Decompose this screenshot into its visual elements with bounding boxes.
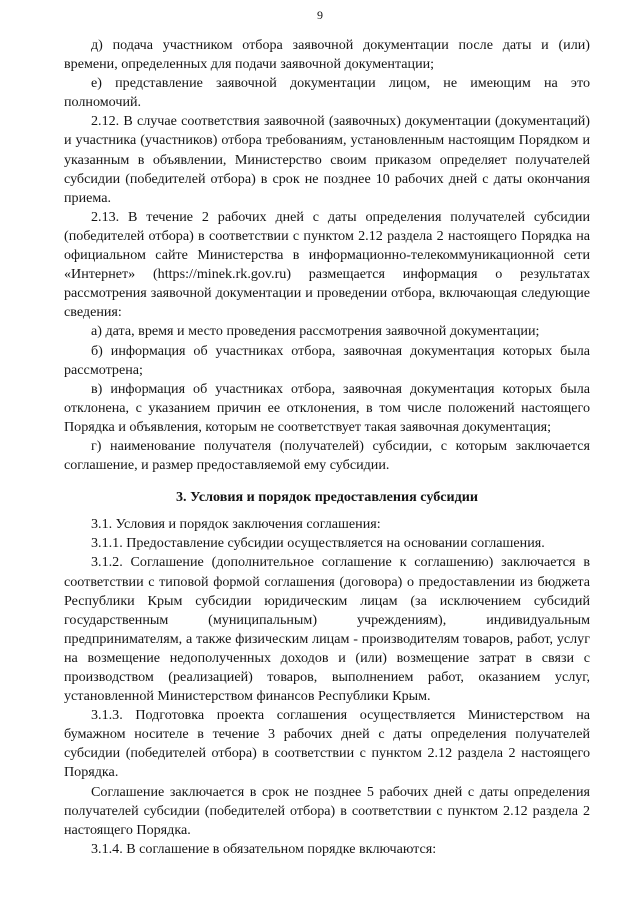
paragraph: а) дата, время и место проведения рассмотрения заявочной документации;	[91, 323, 540, 340]
paragraph: г) наименование получателя (получателей) субсидии, с которым заключается соглашение, и размер предоставляемой ему субсидии.	[64, 437, 590, 474]
page-number: 9	[317, 8, 323, 22]
paragraph: 3.1.1. Предоставление субсидии осуществляется на основании соглашения.	[91, 535, 545, 552]
paragraph: д) подача участником отбора заявочной документации после даты и (или) времени, определенных для подачи заявочной документации;	[64, 37, 590, 73]
paragraph: в) информация об участниках отбора, заявочная документация которых была отклонена, с указанием причин ее отклонения, в том числе положений настоящего Порядка и объявления, которым не соответствует такая заявочная документация;	[64, 380, 590, 435]
paragraph: 3.1.3. Подготовка проекта соглашения осуществляется Министерством на бумажном носителе в течение 3 рабочих дней с даты определения получателей субсидии (победителей отбора) в соответствии с пунктом 2.12 раздела 2 настоящего Порядка.	[64, 707, 590, 781]
paragraph: 2.13. В течение 2 рабочих дней с даты определения получателей субсидии (победителей отбора) в соответствии с пунктом 2.12 раздела 2 настоящего Порядка на официальном сайте Министерства в информационно-телекоммуникационной сети «Интернет» (https://minek.rk.gov.ru) размещается информация о результатах рассмотрения заявочной документации и проведении отбора, включающая следующие сведения:	[64, 208, 590, 321]
paragraph: 3.1.2. Соглашение (дополнительное соглашение к соглашению) заключается в соответствии с типовой формой соглашения (договора) о предоставлении из бюджета Республики Крым субсидии юридическим лицам (за исключением субсидий государственным (муниципальным) учреждениям), индивидуальным предпринимателям, а также физическим лицам - производителям товаров, работ, услуг на возмещение недополученных доходов и (или) возмещение затрат в связи с производством (реализацией) товаров, выполнением работ, оказанием услуг, установленной Министерством финансов Республики Крым.	[64, 554, 590, 705]
document-body	[64, 36, 590, 859]
paragraph: 3.1.4. В соглашение в обязательном порядке включаются:	[91, 840, 437, 857]
section-heading: 3. Условия и порядок предоставления субсидии	[175, 489, 479, 506]
paragraph: Соглашение заключается в срок не позднее 5 рабочих дней с даты определения получателей субсидии (победителей отбора) в соответствии с пунктом 2.12 раздела 2 настоящего Порядка.	[64, 783, 590, 838]
paragraph: 2.12. В случае соответствия заявочной (заявочных) документации (документаций) и участника (участников) отбора требованиям, установленным настоящим Порядком и указанным в объявлении, Министерство своим приказом определяет получателей субсидии (победителей отбора) в срок не позднее 10 рабочих дней с даты окончания приема.	[64, 113, 590, 206]
paragraph: 3.1. Условия и порядок заключения соглашения:	[91, 516, 381, 533]
paragraph: б) информация об участниках отбора, заявочная документация которых была рассмотрена;	[64, 342, 590, 378]
paragraph: е) представление заявочной документации лицом, не имеющим на это полномочий.	[64, 75, 590, 111]
